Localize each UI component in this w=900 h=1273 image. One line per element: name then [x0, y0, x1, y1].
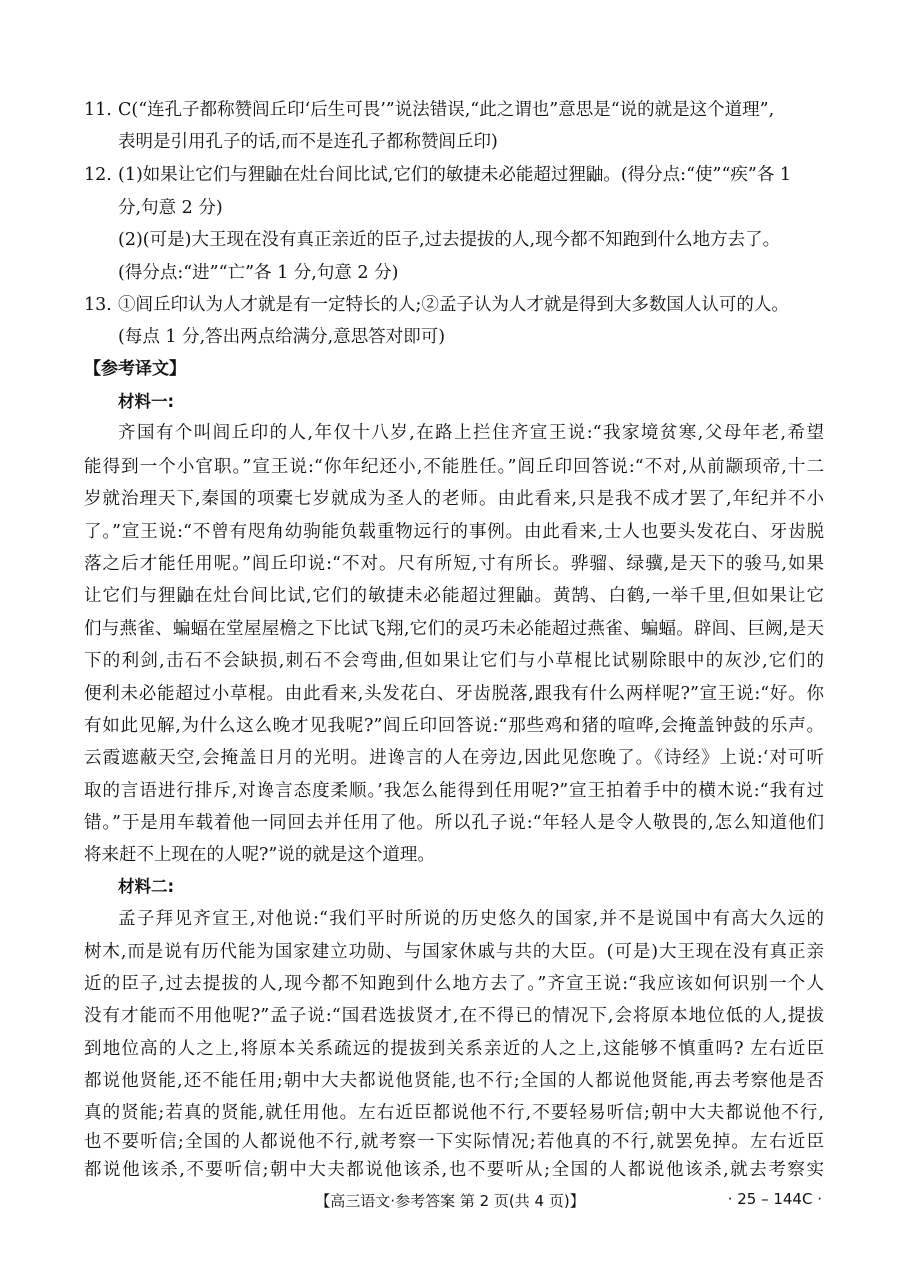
page-footer-code: · 25 – 144C ·	[727, 1190, 822, 1208]
material-1-line: 云霞遮蔽天空,会掩盖日月的光明。进谗言的人在旁边,因此见您晚了。《诗经》上说:‘对可听	[84, 748, 824, 768]
material-1-line: 们与燕雀、蝙蝠在堂屋屋檐之下比试飞翔,它们的灵巧未必能超过燕雀、蝙蝠。辟闾、巨阙,是天	[84, 619, 824, 639]
material-2-line: 树木,而是说有历代能为国家建立功勋、与国家休戚与共的大臣。(可是)大王现在没有真正亲	[84, 942, 824, 962]
material-1-line: 落之后才能任用呢。”闾丘印说:“不对。尺有所短,寸有所长。骅骝、绿骥,是天下的骏马,如果	[84, 554, 824, 574]
material-2-line: 都说他该杀,不要听信;朝中大夫都说他该杀,也不要听从;全国的人都说他该杀,就去考察实	[84, 1160, 824, 1180]
material-1-line: 错。”于是用车载着他一同回去并任用了他。所以孔子说:“年轻人是令人敬畏的,怎么知道他们	[84, 813, 824, 833]
answer-11-line-2: 表明是引用孔子的话,而不是连孔子都称赞闾丘印)	[118, 132, 498, 152]
material-2-line: 真的贤能;若真的贤能,就任用他。左右近臣都说他不行,不要轻易听信;朝中大夫都说他不行,	[84, 1103, 824, 1123]
translation-heading: 【参考译文】	[84, 359, 186, 379]
answer-13-line-2: (每点 1 分,答出两点给满分,意思答对即可)	[118, 327, 446, 347]
material-2-line: 近的臣子,过去提拔的人,现今都不知跑到什么地方去了。”齐宣王说:“我应该如何识别一个人	[84, 974, 824, 994]
material-1-line: 有如此见解,为什么这么晚才见我呢?”闾丘印回答说:“那些鸡和猪的喧哗,会掩盖钟鼓的乐声。	[84, 716, 824, 736]
material-1-line: 岁就治理天下,秦国的项橐七岁就成为圣人的老师。由此看来,只是我不成才罢了,年纪并不小	[84, 489, 824, 509]
answer-11-text: C(“连孔子都称赞闾丘印‘后生可畏’”说法错误,“此之谓也”意思是“说的就是这个道理”,	[118, 100, 775, 120]
material-1-title: 材料一:	[118, 392, 175, 411]
material-1-line: 齐国有个叫闾丘印的人,年仅十八岁,在路上拦住齐宣王说:“我家境贫寒,父母年老,希望	[118, 423, 824, 443]
answer-13-number: 13.	[84, 295, 112, 315]
material-1-line: 下的利剑,击石不会缺损,刺石不会弯曲,但如果让它们与小草棍比试剔除眼中的灰沙,它们的	[84, 651, 824, 671]
answer-11-number: 11.	[84, 100, 112, 120]
material-1-line: 了。”宣王说:“不曾有咫角幼驹能负载重物远行的事例。由此看来,士人也要头发花白、牙齿脱	[84, 522, 824, 542]
answer-12-line-2: 分,句意 2 分)	[118, 198, 223, 218]
material-1-line: 便利未必能超过小草棍。由此看来,头发花白、牙齿脱落,跟我有什么两样呢?”宣王说:“好。你	[84, 684, 824, 704]
answer-13-line-1	[84, 293, 824, 317]
material-2-line: 到地位高的人之上,将原本关系疏远的提拔到关系亲近的人之上,这能够不慎重吗? 左右近臣	[84, 1039, 824, 1059]
material-1-line: 将来赶不上现在的人呢?”说的就是这个道理。	[84, 845, 435, 865]
material-1-line: 能得到一个小官职。”宣王说:“你年纪还小,不能胜任。”闾丘印回答说:“不对,从前颛顼帝,十二	[84, 457, 824, 477]
material-1-line: 让它们与狸鼬在灶台间比试,它们的敏捷未必能超过狸鼬。黄鹄、白鹤,一举千里,但如果让它	[84, 586, 824, 606]
answer-11-line-1	[84, 98, 824, 122]
material-2-line: 孟子拜见齐宣王,对他说:“我们平时所说的历史悠久的国家,并不是说国中有高大久远的	[118, 909, 824, 929]
material-2-title: 材料二:	[118, 877, 175, 896]
material-2-line: 也不要听信;全国的人都说他不行,就考察一下实际情况;若他真的不行,就罢免掉。左右近臣	[84, 1132, 824, 1152]
material-2-line: 没有才能而不用他呢?”孟子说:“国君选拔贤才,在不得已的情况下,会将原本地位低的人,提拔	[84, 1006, 824, 1026]
answer-12-number: 12.	[84, 165, 112, 185]
material-1-line: 取的言语进行排斥,对谗言态度柔顺。’我怎么能得到任用呢?”宣王拍着手中的横木说:“我有过	[84, 781, 824, 801]
answer-12-line-1	[84, 163, 824, 187]
answer-13-text: ①闾丘印认为人才就是有一定特长的人;②孟子认为人才就是得到大多数国人认可的人。	[118, 295, 789, 315]
answer-12-line-3: (2)(可是)大王现在没有真正亲近的臣子,过去提拔的人,现今都不知跑到什么地方去了。	[118, 230, 781, 250]
page-footer-title: 【高三语文·参考答案 第 2 页(共 4 页)】	[315, 1192, 585, 1210]
material-2-line: 都说他贤能,还不能任用;朝中大夫都说他贤能,也不行;全国的人都说他贤能,再去考察他是否	[84, 1071, 824, 1091]
answer-12-line-4: (得分点:“进”“亡”各 1 分,句意 2 分)	[118, 263, 399, 283]
answer-12-text: (1)如果让它们与狸鼬在灶台间比试,它们的敏捷未必能超过狸鼬。(得分点:“使”“疾”各 1	[118, 165, 792, 185]
